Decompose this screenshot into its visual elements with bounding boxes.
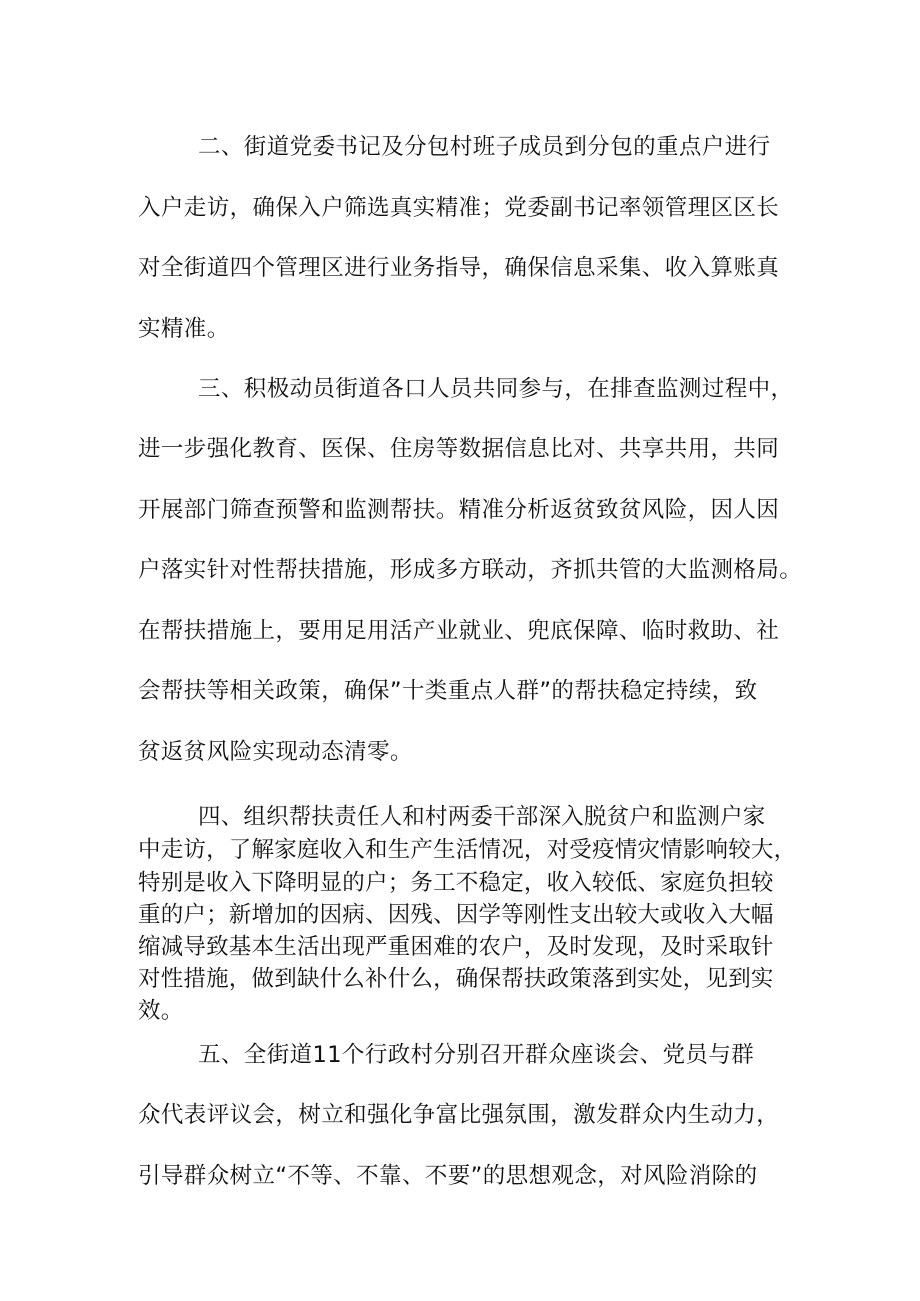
paragraph-line: 对全街道四个管理区进行业务指导，确保信息采集、收入算账真	[138, 255, 780, 281]
paragraph-line: 特别是收入下降明显的户；务工不稳定，收入较低、家庭负担较	[138, 870, 774, 896]
paragraph-line: 中走访，了解家庭收入和生产生活情况，对受疫情灾情影响较大，	[138, 837, 797, 863]
paragraph-line: 实精准。	[138, 316, 230, 342]
paragraph-line: 五、全街道11个行政村分别召开群众座谈会、党员与群	[198, 1042, 755, 1068]
paragraph-line: 四、组织帮扶责任人和村两委干部深入脱贫户和监测户家	[198, 804, 766, 830]
paragraph-line: 二、街道党委书记及分包村班子成员到分包的重点户进行	[198, 134, 771, 160]
paragraph-line: 开展部门筛查预警和监测帮扶。精准分析返贫致贫风险，因人因	[138, 497, 780, 523]
paragraph-line: 在帮扶措施上，要用足用活产业就业、兜底保障、临时救助、社	[138, 618, 780, 644]
paragraph-line: 会帮扶等相关政策，确保”十类重点人群”的帮扶稳定持续，致	[138, 678, 758, 704]
paragraph-line: 效。	[138, 998, 184, 1024]
paragraph-line: 缩减导致基本生活出现严重困难的农户，及时发现，及时采取针	[138, 934, 774, 960]
paragraph-line: 众代表评议会，树立和强化争富比强氛围，激发群众内生动力，	[138, 1102, 780, 1128]
paragraph-line: 对性措施，做到缺什么补什么，确保帮扶政策落到实处，见到实	[138, 966, 774, 992]
paragraph-line: 重的户；新增加的因病、因残、因学等刚性支出较大或收入大幅	[138, 902, 774, 928]
paragraph-line: 三、积极动员街道各口人员共同参与，在排查监测过程中，	[198, 376, 794, 402]
paragraph-line: 引导群众树立“不等、不靠、不要”的思想观念，对风险消除的	[138, 1163, 758, 1189]
paragraph-line: 入户走访，确保入户筛选真实精准；党委副书记率领管理区区长	[138, 195, 780, 221]
paragraph-line: 进一步强化教育、医保、住房等数据信息比对、共享共用，共同	[138, 436, 780, 462]
paragraph-line: 户落实针对性帮扶措施，形成多方联动，齐抓共管的大监测格局。	[138, 557, 803, 583]
paragraph-line: 贫返贫风险实现动态清零。	[138, 739, 413, 765]
